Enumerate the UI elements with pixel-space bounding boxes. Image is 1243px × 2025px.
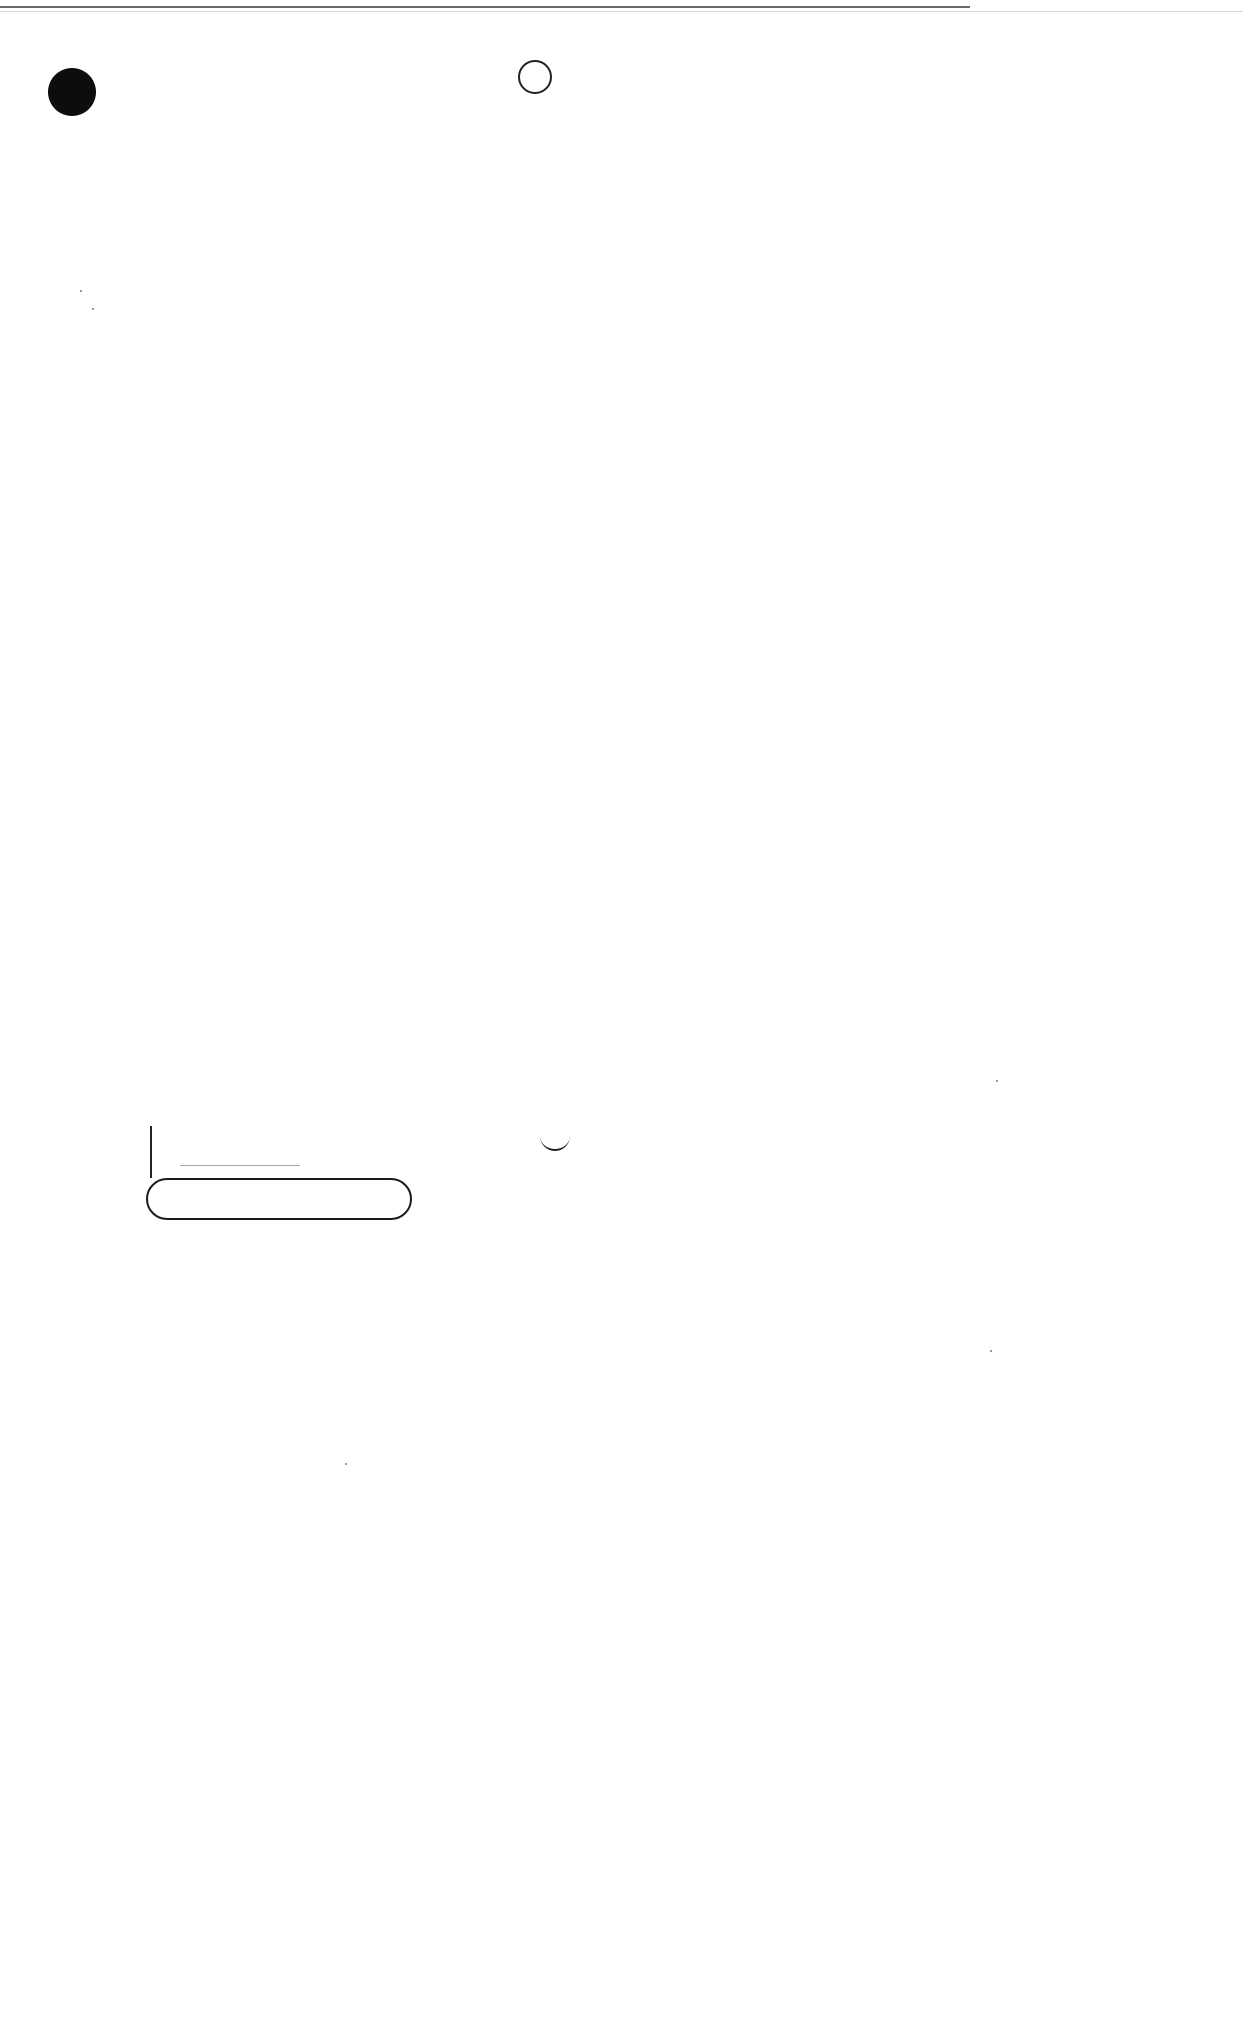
faint-dash (180, 1165, 300, 1166)
circle-mark (518, 60, 552, 94)
speck (80, 290, 82, 292)
top-rule-faint (0, 11, 1243, 12)
speck (92, 308, 94, 310)
text-line-6 (120, 496, 132, 519)
correction-arc (540, 1135, 570, 1151)
speck (990, 1350, 992, 1352)
speck (996, 1080, 998, 1082)
circled-insert (146, 1178, 412, 1220)
insertion-caret (150, 1126, 152, 1178)
top-rule (0, 6, 970, 8)
speck (345, 1463, 347, 1465)
punch-hole (48, 68, 96, 116)
text-line-5 (120, 423, 132, 446)
